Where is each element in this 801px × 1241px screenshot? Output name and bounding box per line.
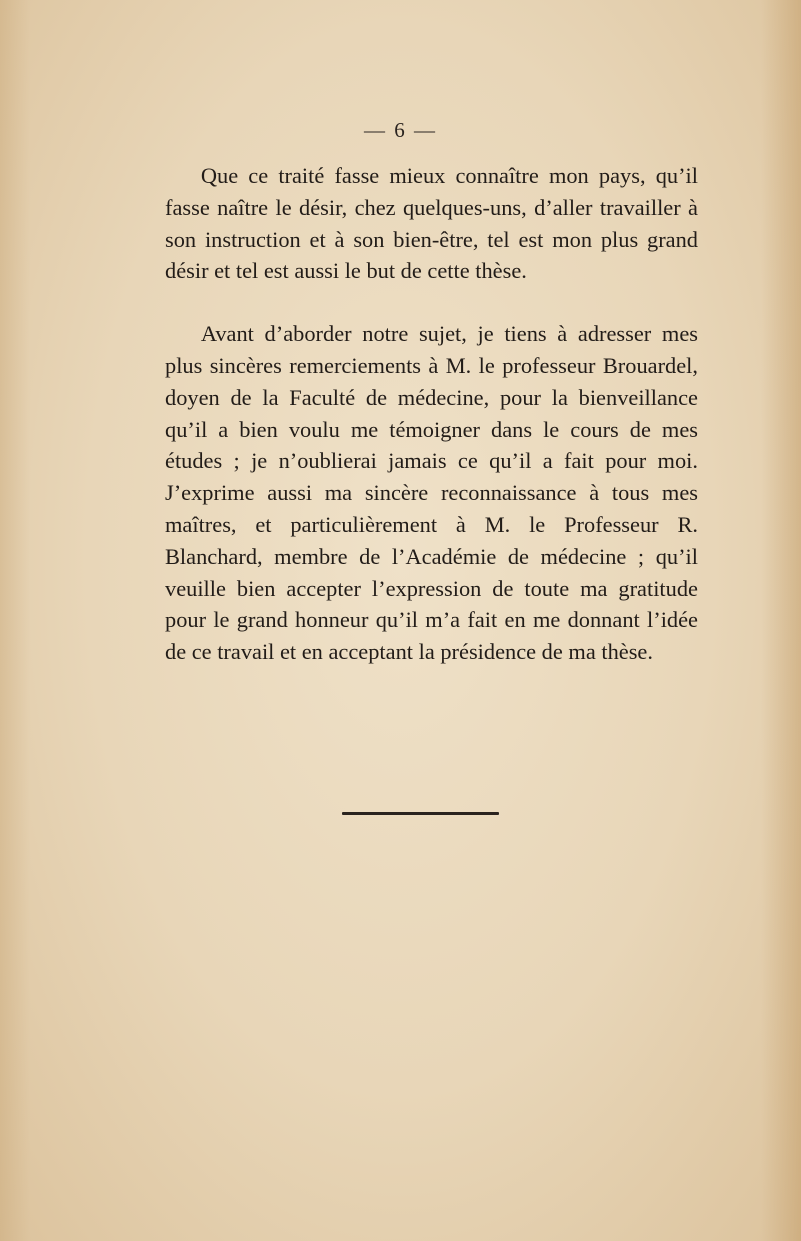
body-text bbox=[165, 160, 698, 668]
page-number: — 6 — bbox=[364, 118, 437, 142]
paragraph-1: Que ce traité fasse mieux connaître mon pays, qu’il fasse naître le désir, chez quelques-uns, d’aller travailler à son instruction et à son bien-être, tel est mon plus grand désir et tel est aussi le but de cette thèse. bbox=[165, 163, 698, 284]
section-divider-rule bbox=[342, 812, 499, 815]
page-right-shadow bbox=[761, 0, 801, 1241]
paragraph-2: Avant d’aborder notre sujet, je tiens à adresser mes plus sincères remerciements à M. le professeur Brouardel, doyen de la Faculté de médecine, pour la bienveillance qu’il a bien voulu me témoigner dans le cours de mes études ; je n’oublierai jamais ce qu’il a fait pour moi. J’exprime aussi ma sincère reconnaissance à tous mes maîtres, et particulièrement à M. le Professeur R. Blanchard, membre de l’Académie de médecine ; qu’il veuille bien accepter l’expression de toute ma gratitude pour le grand honneur qu’il m’a fait en me donnant l’idée de ce travail et en acceptant la présidence de ma thèse. bbox=[165, 321, 698, 665]
page-left-shadow bbox=[0, 0, 30, 1241]
